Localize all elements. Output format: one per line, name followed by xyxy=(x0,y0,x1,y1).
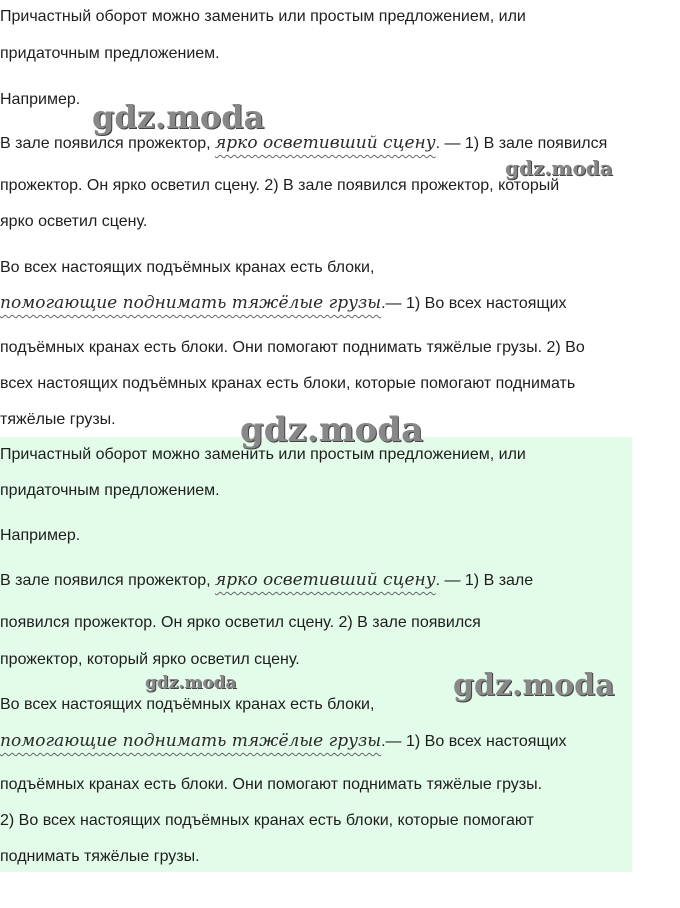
example-line: В зале появился прожектор, ярко осветивший сцену. — 1) В зале xyxy=(0,570,534,590)
paragraph-line: поднимать тяжёлые грузы. xyxy=(0,848,200,865)
paragraph-line: Во всех настоящих подъёмных кранах есть блоки, xyxy=(0,696,375,713)
paragraph-line: ярко осветил сцену. xyxy=(0,213,148,230)
paragraph-line: появился прожектор. Он ярко осветил сцену. 2) В зале появился xyxy=(0,614,481,631)
paragraph-line: подъёмных кранах есть блоки. Они помогают поднимать тяжёлые грузы. xyxy=(0,776,543,793)
paragraph-line: прожектор. Он ярко осветил сцену. 2) В зале появился прожектор, который xyxy=(0,177,560,194)
example-line: В зале появился прожектор, ярко осветивший сцену. — 1) В зале появился xyxy=(0,133,608,153)
paragraph-line: Например. xyxy=(0,91,81,108)
watermark-logo: gdz.moda xyxy=(92,98,265,136)
participle-phrase: помогающие поднимать тяжёлые грузы xyxy=(0,731,382,751)
watermark-logo: gdz.moda xyxy=(145,673,237,693)
paragraph-line: Причастный оборот можно заменить или простым предложением, или xyxy=(0,8,526,25)
example-line: помогающие поднимать тяжёлые грузы.— 1) Во всех настоящих xyxy=(0,293,567,313)
participle-phrase: ярко осветивший сцену xyxy=(215,570,436,590)
paragraph-line: всех настоящих подъёмных кранах есть блоки, которые помогают поднимать xyxy=(0,375,576,392)
paragraph-line: 2) Во всех настоящих подъёмных кранах есть блоки, которые помогают xyxy=(0,812,534,829)
watermark-logo: gdz.moda xyxy=(453,668,615,703)
watermark-logo: gdz.moda xyxy=(505,156,613,180)
participle-phrase: помогающие поднимать тяжёлые грузы xyxy=(0,293,382,313)
paragraph-line: прожектор, который ярко осветил сцену. xyxy=(0,651,300,668)
paragraph-line: придаточным предложением. xyxy=(0,45,220,62)
participle-phrase: ярко осветивший сцену xyxy=(215,133,436,153)
example-line: помогающие поднимать тяжёлые грузы.— 1) Во всех настоящих xyxy=(0,731,567,751)
paragraph-line: Причастный оборот можно заменить или простым предложением, или xyxy=(0,446,526,463)
paragraph-line: подъёмных кранах есть блоки. Они помогают поднимать тяжёлые грузы. 2) Во xyxy=(0,339,585,356)
paragraph-line: Во всех настоящих подъёмных кранах есть блоки, xyxy=(0,259,375,276)
paragraph-line: Например. xyxy=(0,527,81,544)
paragraph-line: тяжёлые грузы. xyxy=(0,411,116,428)
paragraph-line: придаточным предложением. xyxy=(0,482,220,499)
watermark-logo: gdz.moda xyxy=(240,410,424,450)
